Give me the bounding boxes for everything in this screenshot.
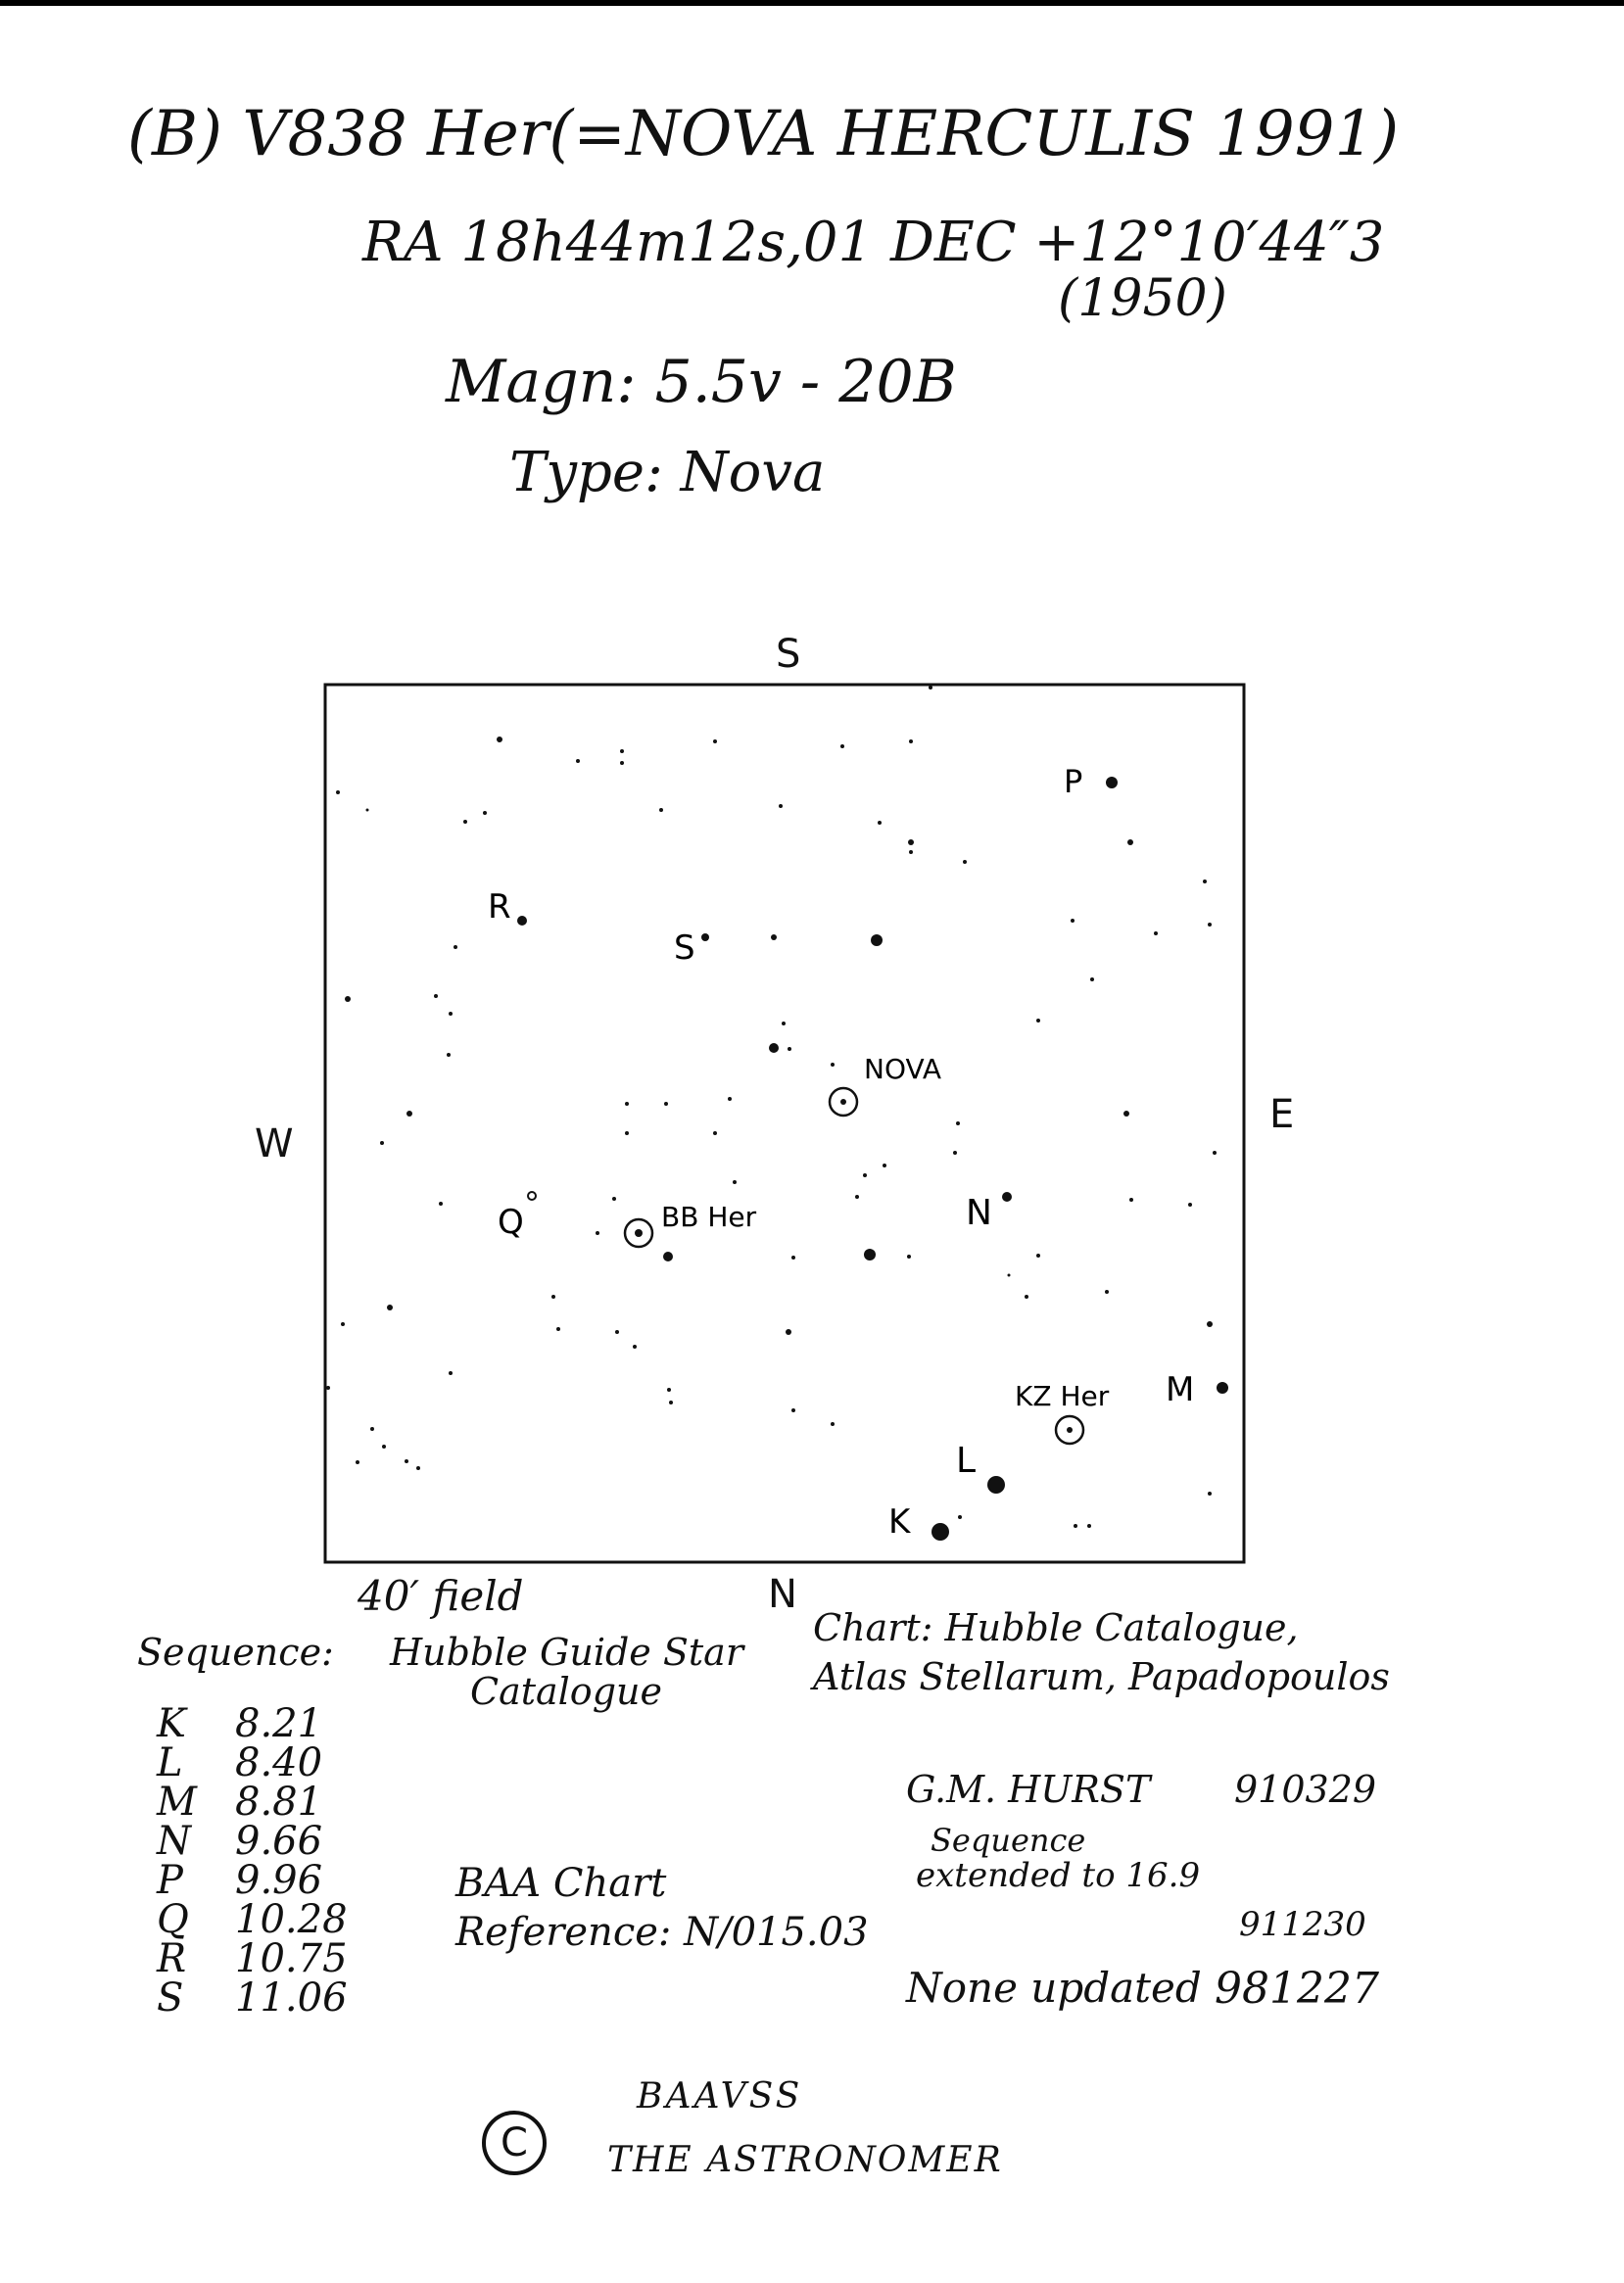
star-m-label: M	[1166, 1370, 1195, 1409]
star-s	[701, 933, 709, 941]
star-q	[528, 1192, 536, 1200]
coordinates: RA 18h44m12s,01 DEC +12°10′44″3	[362, 211, 1385, 274]
field-star	[439, 1202, 443, 1206]
sequence-star: P	[157, 1858, 183, 1903]
field-star	[1074, 1524, 1077, 1528]
variable-type: Type: Nova	[509, 441, 826, 504]
field-star	[1008, 1274, 1011, 1277]
field-star	[1208, 923, 1212, 927]
field-star	[713, 739, 717, 743]
sequence-star: M	[157, 1780, 197, 1825]
field-star	[576, 759, 580, 763]
field-star	[463, 820, 467, 824]
field-star	[620, 761, 624, 765]
field-star	[929, 686, 932, 690]
field-star	[336, 790, 340, 794]
field-star	[1123, 1111, 1129, 1117]
field-star	[370, 1427, 374, 1431]
field-star	[345, 996, 351, 1002]
sequence-extended-line1: Sequence	[931, 1822, 1086, 1859]
publication: THE ASTRONOMER	[607, 2140, 1003, 2180]
field-star	[434, 994, 438, 998]
sequence-row	[157, 1701, 392, 1746]
star-k	[931, 1523, 949, 1541]
field-star	[855, 1195, 859, 1199]
field-star	[1025, 1295, 1028, 1299]
organization: BAAVSS	[637, 2076, 803, 2117]
field-star	[788, 1047, 791, 1051]
sequence-mag: 8.40	[235, 1740, 323, 1785]
sequence-mag: 10.28	[235, 1897, 348, 1942]
direction-south: S	[776, 632, 801, 677]
field-star	[1127, 839, 1133, 845]
bb-her-marker	[625, 1201, 757, 1247]
field-star	[769, 1043, 779, 1053]
field-star	[356, 1460, 359, 1464]
field-star	[612, 1197, 616, 1201]
sequence-row	[157, 1975, 392, 2021]
chart-title: (B) V838 Her(=NOVA HERCULIS 1991)	[127, 98, 1400, 170]
sequence-source-line1: Hubble Guide Star	[390, 1631, 743, 1674]
field-star	[956, 1121, 960, 1125]
field-star	[871, 934, 883, 946]
field-star	[659, 808, 663, 812]
sequence-mag: 8.21	[235, 1701, 323, 1746]
sequence-mag: 9.96	[235, 1858, 323, 1903]
sequence-label: Sequence:	[137, 1631, 334, 1674]
kz-her-label: KZ Her	[1015, 1380, 1110, 1412]
field-size-label: 40′ field	[358, 1572, 524, 1620]
field-star	[909, 850, 913, 854]
field-star	[779, 804, 783, 808]
field-star	[791, 1408, 795, 1412]
chart-frame	[325, 685, 1244, 1562]
field-star	[326, 1386, 330, 1390]
field-star	[713, 1131, 717, 1135]
field-star	[633, 1345, 637, 1349]
star-p-label: P	[1064, 763, 1083, 800]
epoch: (1950)	[1058, 269, 1227, 328]
field-star	[551, 1295, 555, 1299]
field-star	[405, 1459, 408, 1463]
field-star	[791, 1256, 795, 1260]
bb-her-label: BB Her	[661, 1201, 757, 1233]
field-star	[341, 1322, 345, 1326]
field-star	[771, 934, 777, 940]
field-star	[840, 744, 844, 748]
sequence-star: Q	[157, 1897, 189, 1942]
star-l	[987, 1476, 1005, 1494]
field-star	[1105, 1290, 1109, 1294]
direction-east: E	[1269, 1092, 1295, 1137]
field-star	[454, 945, 457, 949]
sequence-star: K	[157, 1701, 186, 1746]
field-star	[366, 809, 369, 812]
nova-marker	[830, 1053, 941, 1116]
sequence-star: N	[157, 1819, 191, 1864]
sequence-mag: 10.75	[235, 1936, 348, 1981]
field-star	[620, 749, 624, 753]
field-star	[447, 1053, 451, 1057]
field-star	[1087, 1524, 1091, 1528]
field-star	[883, 1164, 886, 1167]
sequence-extended-line2: extended to 16.9	[916, 1856, 1201, 1895]
field-star	[953, 1151, 957, 1155]
star-r-label: R	[488, 887, 511, 927]
field-star	[380, 1141, 384, 1145]
field-star	[863, 1173, 867, 1177]
sequence-row	[157, 1936, 392, 1981]
author-name: G.M. HURST	[906, 1768, 1151, 1811]
direction-north: N	[768, 1572, 797, 1617]
sequence-table	[157, 1701, 392, 2021]
chart-source-line1: Chart: Hubble Catalogue,	[813, 1606, 1299, 1649]
magnitude-range: Magn: 5.5v - 20B	[446, 348, 957, 416]
field-star	[1154, 931, 1158, 935]
field-star	[497, 737, 502, 742]
field-star	[449, 1371, 453, 1375]
star-m	[1217, 1382, 1228, 1394]
chart-reference: Reference: N/015.03	[455, 1910, 869, 1955]
field-star	[406, 1111, 412, 1117]
sequence-row	[157, 1740, 392, 1785]
sequence-row	[157, 1780, 392, 1825]
author-date: 910329	[1234, 1768, 1377, 1811]
nova-label: NOVA	[864, 1053, 942, 1085]
field-star	[878, 821, 882, 825]
field-star	[1213, 1151, 1217, 1155]
kz-her-marker	[1015, 1380, 1110, 1444]
field-star	[667, 1388, 671, 1392]
sequence-star: S	[157, 1975, 184, 2021]
sequence-stars	[488, 763, 1228, 1542]
sequence-star: L	[157, 1740, 183, 1785]
field-star	[625, 1131, 629, 1135]
field-star	[1207, 1321, 1213, 1327]
star-l-label: L	[956, 1441, 977, 1481]
copyright-symbol: C	[482, 2111, 547, 2175]
field-star	[864, 1249, 876, 1260]
field-star	[483, 811, 487, 815]
field-star	[669, 1401, 673, 1404]
field-star	[1188, 1203, 1192, 1207]
field-star	[556, 1327, 560, 1331]
field-star	[733, 1180, 737, 1184]
field-star	[909, 739, 913, 743]
field-star	[615, 1330, 619, 1334]
field-star	[908, 839, 914, 845]
star-field-chart	[323, 683, 1246, 1564]
sequence-mag: 8.81	[235, 1780, 323, 1825]
update-date: 981227	[1215, 1964, 1379, 2014]
field-star	[963, 860, 967, 864]
star-q-label: Q	[498, 1203, 524, 1242]
top-border-line	[0, 0, 1624, 6]
field-star	[663, 1252, 673, 1261]
star-s-label: S	[674, 928, 695, 968]
chart-source-line2: Atlas Stellarum, Papadopoulos	[813, 1655, 1390, 1698]
field-star	[664, 1102, 668, 1106]
sequence-mag: 9.66	[235, 1819, 323, 1864]
field-star	[728, 1097, 732, 1101]
field-star	[1090, 977, 1094, 981]
baa-chart-label: BAA Chart	[455, 1861, 667, 1906]
sequence-source-line2: Catalogue	[470, 1670, 662, 1713]
sequence-row	[157, 1858, 392, 1903]
star-r	[517, 916, 527, 926]
star-p	[1106, 777, 1118, 788]
update-note: None updated	[906, 1964, 1202, 2012]
field-star	[907, 1255, 911, 1259]
sequence-extended-date: 911230	[1239, 1905, 1366, 1944]
field-star	[1129, 1198, 1133, 1202]
field-star	[449, 1012, 453, 1016]
field-star	[831, 1063, 835, 1067]
star-k-label: K	[888, 1502, 911, 1542]
field-star	[1036, 1254, 1040, 1258]
field-star	[625, 1102, 629, 1106]
field-star	[1036, 1019, 1040, 1023]
field-star	[1203, 880, 1207, 883]
sequence-star: R	[157, 1936, 187, 1981]
field-star	[382, 1445, 386, 1449]
field-star	[596, 1231, 599, 1235]
direction-west: W	[255, 1121, 294, 1166]
sequence-row	[157, 1819, 392, 1864]
field-star	[786, 1329, 791, 1335]
field-star	[1071, 919, 1075, 923]
sequence-mag: 11.06	[235, 1975, 348, 2021]
field-star	[1208, 1492, 1212, 1496]
field-star	[416, 1466, 420, 1470]
field-star	[782, 1022, 786, 1025]
field-star	[387, 1305, 393, 1310]
star-n-label: N	[966, 1193, 992, 1233]
sequence-row	[157, 1897, 392, 1942]
star-n	[1002, 1192, 1012, 1202]
field-star	[958, 1515, 962, 1519]
field-star	[831, 1422, 835, 1426]
